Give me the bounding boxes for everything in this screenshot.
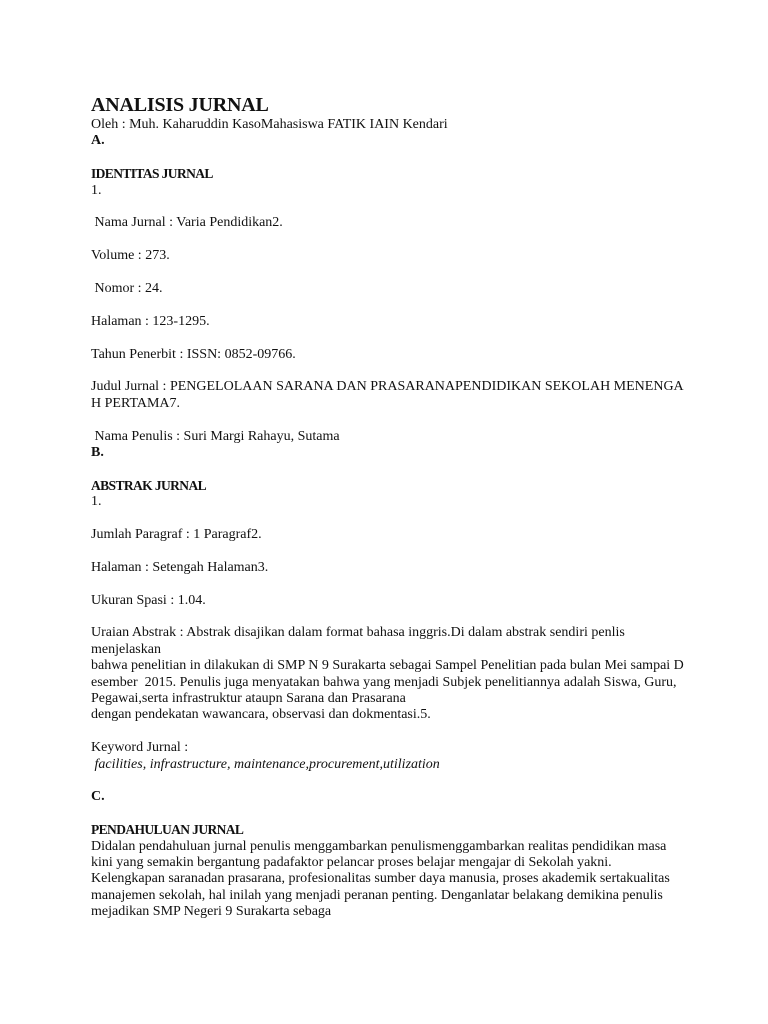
document-title: ANALISIS JURNAL [91, 94, 269, 116]
section-b-letter: B. [91, 445, 104, 460]
pendahuluan-line-1: Didalan pendahuluan jurnal penulis menggambarkan penulismenggambarkan realitas pendidikan masa [91, 838, 667, 854]
identitas-halaman: Halaman : 123-1295. [91, 313, 210, 329]
document-body [91, 93, 691, 921]
pendahuluan-line-3: Kelengkapan saranadan prasarana, profesionalitas sumber daya manusia, proses akademik sertakualitas [91, 871, 670, 887]
abstrak-uraian-line-1: Uraian Abstrak : Abstrak disajikan dalam format bahasa inggris.Di dalam abstrak sendiri penlis [91, 625, 625, 641]
abstrak-halaman: Halaman : Setengah Halaman3. [91, 559, 269, 575]
section-a-letter: A. [91, 133, 105, 149]
identitas-nomor: Nomor : 24. [91, 281, 163, 296]
pendahuluan-line-5: mejadikan SMP Negeri 9 Surakarta sebaga [91, 904, 332, 920]
abstrak-uraian-line-4: esember 2015. Penulis juga menyatakan bahwa yang menjadi Subjek penelitiannya adalah Siswa, Guru, [91, 674, 677, 690]
keyword-list: facilities, infrastructure, maintenance,procurement,utilization [91, 756, 440, 772]
identitas-nama-jurnal: Nama Jurnal : Varia Pendidikan2. [91, 215, 283, 231]
abstrak-uraian-line-3: bahwa penelitian in dilakukan di SMP N 9 Surakarta sebagai Sampel Penelitian pada bulan Mei sampai D [91, 658, 684, 674]
pendahuluan-line-4: manajemen sekolah, hal inilah yang menjadi peranan penting. Denganlatar belakang demikina penulis [91, 887, 663, 903]
identitas-judul-line-1: Judul Jurnal : PENGELOLAAN SARANA DAN PRASARANAPENDIDIKAN SEKOLAH MENENGA [91, 379, 684, 395]
section-c-heading: PENDAHULUAN JURNAL [91, 822, 244, 838]
pendahuluan-line-2: kini yang semakin bergantung padafaktor pelancar proses belajar mengajar di Sekolah yakni. [91, 855, 612, 871]
identitas-volume: Volume : 273. [91, 248, 170, 264]
section-a-number: 1. [91, 182, 102, 198]
author-line: Oleh : Muh. Kaharuddin KasoMahasiswa FATIK IAIN Kendari [91, 117, 448, 132]
section-b-heading: ABSTRAK JURNAL [91, 477, 206, 493]
abstrak-uraian-line-5: Pegawai,serta infrastruktur ataupn Sarana dan Prasarana [91, 691, 406, 707]
abstrak-uraian-line-6: dengan pendekatan wawancara, observasi dan dokmentasi.5. [91, 707, 431, 723]
identitas-judul-line-2: H PERTAMA7. [91, 395, 181, 411]
abstrak-uraian-line-2: menjelaskan [91, 641, 161, 657]
section-b-number: 1. [91, 494, 102, 510]
section-a-heading: IDENTITAS JURNAL [91, 166, 213, 182]
abstrak-jumlah-paragraf: Jumlah Paragraf : 1 Paragraf2. [91, 527, 262, 542]
abstrak-ukuran-spasi: Ukuran Spasi : 1.04. [91, 592, 206, 608]
keyword-label: Keyword Jurnal : [91, 740, 189, 756]
section-c-letter: C. [91, 789, 105, 805]
identitas-nama-penulis: Nama Penulis : Suri Margi Rahayu, Sutama [91, 428, 340, 444]
identitas-tahun-penerbit: Tahun Penerbit : ISSN: 0852-09766. [91, 346, 296, 362]
